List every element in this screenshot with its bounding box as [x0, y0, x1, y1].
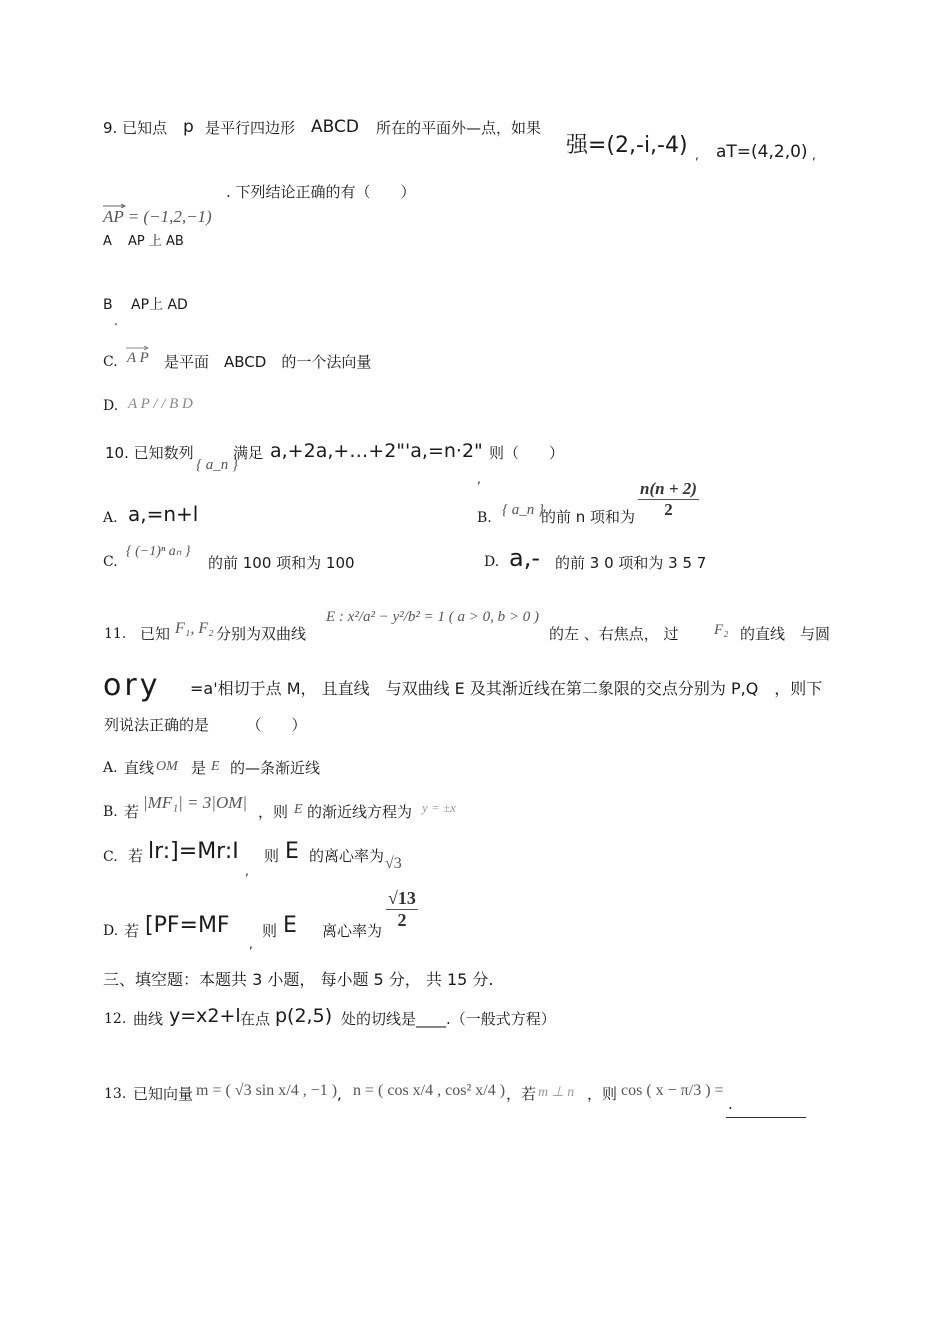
q11-option-b-label: B.: [103, 804, 118, 820]
q13-result: cos ( x − π/3 ) =: [621, 1082, 724, 1099]
q10-option-b-numerator: n(n + 2): [640, 479, 697, 498]
q9-ap-formula: AP = (−1,2,−1): [103, 207, 212, 226]
q9-option-c-text: 是平面 ABCD 的一个法向量: [164, 353, 372, 371]
q13-then: ，则: [587, 1085, 618, 1103]
q13-perp: m ⊥ n: [538, 1085, 575, 1100]
q9-comma-1: ,: [695, 148, 699, 162]
q13-comma: ,: [337, 1085, 342, 1103]
q9-ab-vector: 强=(2,-i,-4): [566, 133, 688, 158]
q13-n-vector: n = ( cos x/4 , cos² x/4 ): [353, 1082, 506, 1099]
q10-sequence: { a_n }: [196, 457, 238, 473]
q10-option-b-label: B.: [477, 510, 492, 526]
q12-number: 12.: [104, 1011, 127, 1027]
q9-option-a-text: AP 上 AB: [128, 234, 184, 249]
q11-ory: ory: [103, 668, 161, 703]
q11-option-b-asymptote: y = ±x: [422, 800, 456, 815]
q11-option-a-pre: 直线: [124, 759, 155, 777]
q13-m-vector: m = ( √3 sin x/4 , −1 ): [196, 1082, 338, 1099]
q9-point-p: p: [183, 117, 194, 137]
q9-tail: 所在的平面外—点，如果: [376, 119, 542, 137]
q10-option-a-label: A.: [103, 510, 118, 526]
q11-option-d-e: E: [283, 913, 297, 938]
q11-option-c-e: E: [285, 839, 299, 864]
q11-f2: F₂: [714, 622, 729, 638]
q11-option-a-text: 的—条渐近线: [230, 759, 321, 777]
q10-then: 则（ ）: [489, 444, 565, 462]
q13-pre: 已知向量: [133, 1085, 194, 1103]
q12-pre: 曲线: [133, 1010, 164, 1028]
q10-option-d-big: a,-: [509, 544, 540, 572]
q12-mid: 在点: [240, 1010, 271, 1028]
q13-answer-blank: [726, 1117, 806, 1118]
q11-option-d-condition: [PF=MF: [145, 913, 230, 938]
q11-tail: 的左 、右焦点， 过: [549, 625, 679, 643]
q11-option-d-denominator: 2: [397, 910, 407, 930]
q12-point: p(2,5): [275, 1005, 333, 1027]
q9-ap-arrow-icon: [103, 204, 127, 208]
section-3-title: 三、填空题：本题共 3 小题， 每小题 5 分， 共 15 分.: [103, 970, 494, 989]
q11-option-c-text: 的离心率为: [309, 847, 385, 865]
q11-option-b-pre: 若: [124, 803, 140, 821]
q10-option-c-label: C.: [103, 554, 118, 570]
q13-number: 13.: [104, 1086, 127, 1102]
q11-option-d-pre: 若: [124, 922, 140, 940]
q11-line2: =a'相切于点 M， 且直线 与双曲线 E 及其渐近线在第二象限的交点分别为 P,Q ，则下: [190, 679, 823, 698]
q9-option-c-arrow-icon: [126, 346, 150, 350]
q11-lead: 已知: [140, 625, 171, 643]
q10-option-b-text: 的前 n 项和为: [541, 508, 636, 526]
q10-cond-lead: 满足: [233, 444, 264, 462]
q9-lead: 9. 已知点: [103, 119, 168, 137]
q9-option-b-label: B: [103, 297, 113, 313]
q11-line3: 列说法正确的是 （ ）: [104, 716, 307, 734]
q11-option-d-numerator: √13: [388, 888, 416, 908]
q13-if: ，若: [506, 1085, 537, 1103]
q11-option-c-pre: 若: [128, 847, 144, 865]
q9-question: . 下列结论正确的有（ ）: [226, 183, 416, 201]
q9-abcd: ABCD: [311, 117, 359, 137]
q11-option-c-label: C.: [103, 849, 118, 865]
q10-option-c-sequence: { (−1)ⁿ aₙ }: [126, 544, 191, 559]
q10-option-b-fraction: [638, 479, 699, 520]
q9-option-c-vector: A P: [127, 350, 149, 366]
q11-option-a-om: OM: [156, 759, 178, 774]
q11-option-a-label: A.: [103, 760, 118, 776]
q10-comma: ,: [477, 472, 481, 486]
q10-option-a-text: a,=n+l: [128, 502, 199, 526]
q11-option-c-value: √3: [385, 855, 402, 872]
q11-number: 11.: [104, 626, 127, 642]
q9-stray-dot: .: [114, 314, 118, 328]
q11-option-d-comma: ,: [249, 937, 253, 951]
q11-option-b-text2: 的渐近线方程为: [307, 803, 413, 821]
q9-option-d-label: D.: [103, 398, 119, 414]
q10-option-c-text: 的前 100 项和为 100: [208, 554, 355, 572]
q9-comma-2: ,: [812, 148, 816, 162]
q11-option-d-text: 离心率为: [322, 922, 383, 940]
q11-hyperbola: E : x²/a² − y²/b² = 1 ( a > 0, b > 0 ): [326, 609, 540, 625]
q10-option-b-sequence: { a_n }: [502, 502, 544, 518]
q10-option-b-denominator: 2: [664, 500, 673, 519]
q11-option-a-e: E: [211, 759, 220, 774]
q10-condition: a,+2a,+…+2"'a,=n·2": [270, 440, 483, 462]
q11-option-d-then: 则: [262, 922, 278, 940]
q10-option-d-text: 的前 3 0 项和为 3 5 7: [555, 554, 707, 572]
q11-option-a-mid: 是: [191, 759, 207, 777]
q11-option-c-comma: ,: [245, 864, 249, 878]
q12-tail: 处的切线是____.（一般式方程）: [341, 1010, 556, 1028]
q11-mid: 分别为双曲线: [216, 625, 307, 643]
q11-option-c-then: 则: [264, 847, 280, 865]
q13-end-dot: .: [728, 1095, 733, 1113]
q9-option-b-text: AP上 AD: [131, 297, 188, 313]
q12-curve: y=x2+l: [169, 1005, 241, 1027]
q11-option-d-fraction: [386, 888, 418, 931]
q9-option-d-text: A P / / B D: [128, 396, 193, 412]
q11-option-b-condition: |MF₁| = 3|OM|: [143, 793, 248, 812]
q10-lead: 10. 已知数列: [105, 444, 194, 462]
q11-tail2: 的直线 与圆: [740, 625, 831, 643]
q9-ad-vector: aT=(4,2,0): [716, 142, 808, 162]
q9-option-a-label: A: [103, 234, 112, 249]
q11-option-b-text: ，则: [258, 803, 289, 821]
q11-foci: F₁, F₂: [175, 620, 214, 637]
q9-option-c-label: C.: [103, 354, 118, 370]
q11-option-b-e: E: [294, 802, 303, 817]
q11-option-c-condition: lr:]=Mr:I: [148, 839, 239, 864]
q11-option-d-label: D.: [103, 923, 119, 939]
q9-mid: 是平行四边形: [205, 119, 296, 137]
q10-option-d-label: D.: [484, 554, 500, 570]
